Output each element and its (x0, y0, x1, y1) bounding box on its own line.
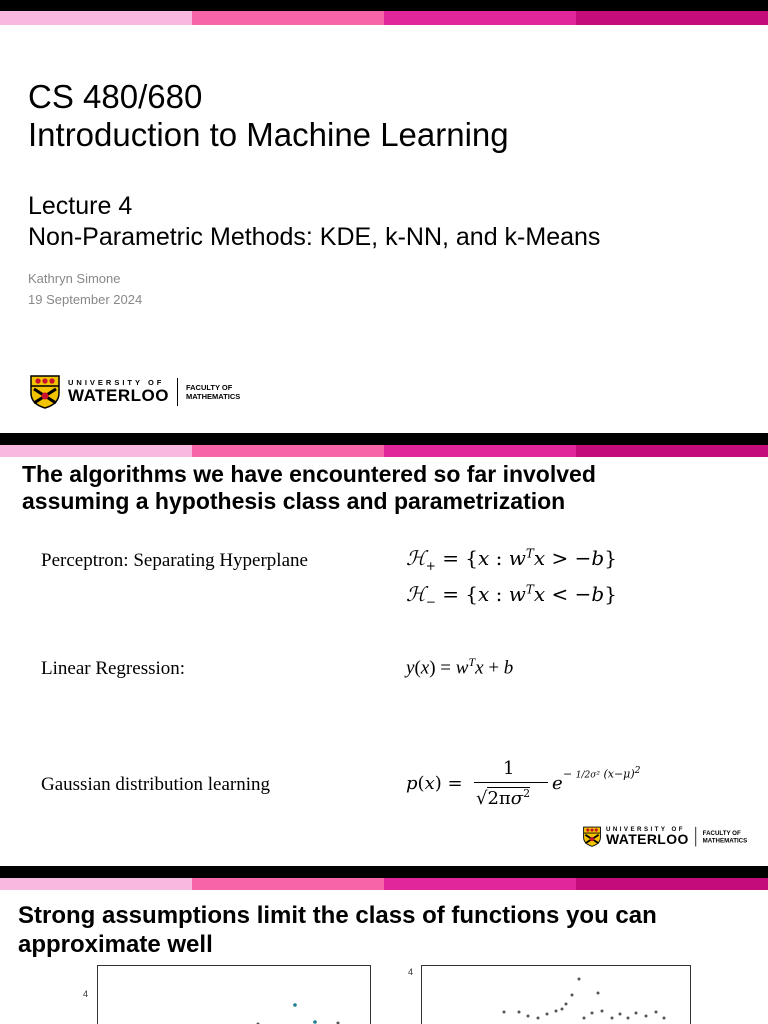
black-band (0, 433, 768, 445)
waterloo-logo-small (583, 826, 747, 847)
slide-2: The algorithms we have encountered so far involved assuming a hypothesis class and parametrization Perceptron: Separating Hyperplane ℋ$_+$ = {x : $w^Tx > -b$} ℋ$_-$ = {x : $w^Tx < -b$} Linear Regression: $y(x) = w^Tx + b$ Gaussian distribution learning p(x) = 1 $√2\pi\sigma^2$ e − 1/2σ² $(x-\mu)^2$ UNIVERSITY OF WATERLOO FACULTY OF MATHEMATICS (0, 433, 768, 866)
plot-right-points (422, 966, 690, 1024)
hyperplane-plus-formula: ℋ$_+$ = {x : $w^Tx > -b$} (406, 546, 617, 573)
author-name: Kathryn Simone (28, 271, 121, 286)
plot-right-y-tick: 4 (408, 967, 414, 977)
linear-regression-formula: $y(x) = w^Tx + b$ (406, 655, 514, 679)
gaussian-label: Gaussian distribution learning (41, 774, 271, 795)
slide-1 (0, 0, 768, 433)
logo-waterloo: WATERLOO (605, 831, 689, 848)
logo-university-of: UNIVERSITY OF (605, 825, 685, 833)
slide-3 (0, 866, 768, 1024)
slide-heading-line1: Strong assumptions limit the class of functions you can (18, 902, 657, 929)
color-stripe (0, 445, 768, 457)
black-band (0, 866, 768, 878)
lecture-date: 19 September 2024 (28, 292, 143, 307)
color-stripe (0, 11, 768, 25)
plot-left-y-tick: 4 (83, 989, 89, 999)
logo-divider (695, 827, 696, 847)
hyperplane-minus-formula: ℋ$_-$ = {x : $w^Tx < -b$} (406, 582, 617, 609)
logo-university-of: UNIVERSITY OF (68, 378, 165, 387)
slide-heading-line1: The algorithms we have encountered so far involved (22, 461, 596, 487)
logo-waterloo: WATERLOO (68, 386, 169, 405)
perceptron-label: Perceptron: Separating Hyperplane (41, 550, 308, 571)
logo-faculty-line2: MATHEMATICS (702, 836, 748, 845)
university-crest-icon (583, 826, 601, 847)
lecture-title: Non-Parametric Methods: KDE, k-NN, and k-Means (28, 223, 601, 251)
logo-faculty-line1: FACULTY OF (185, 383, 233, 392)
lecture-number: Lecture 4 (28, 192, 133, 220)
logo-faculty-line1: FACULTY OF (702, 829, 741, 837)
course-code: CS 480/680 (28, 78, 203, 115)
plot-left (97, 965, 371, 1024)
black-band (0, 0, 768, 11)
logo-faculty-line2: MATHEMATICS (185, 392, 241, 401)
slide-heading-line2: approximate well (18, 931, 213, 958)
university-crest-icon (30, 375, 60, 409)
plot-left-points (98, 966, 370, 1024)
course-title: Introduction to Machine Learning (28, 116, 509, 153)
color-stripe (0, 878, 768, 890)
slide-heading-line2: assuming a hypothesis class and parametrization (22, 488, 566, 514)
logo-divider (177, 378, 178, 406)
linear-regression-label: Linear Regression: (41, 658, 186, 679)
waterloo-logo (30, 374, 240, 410)
plot-right (421, 965, 691, 1024)
